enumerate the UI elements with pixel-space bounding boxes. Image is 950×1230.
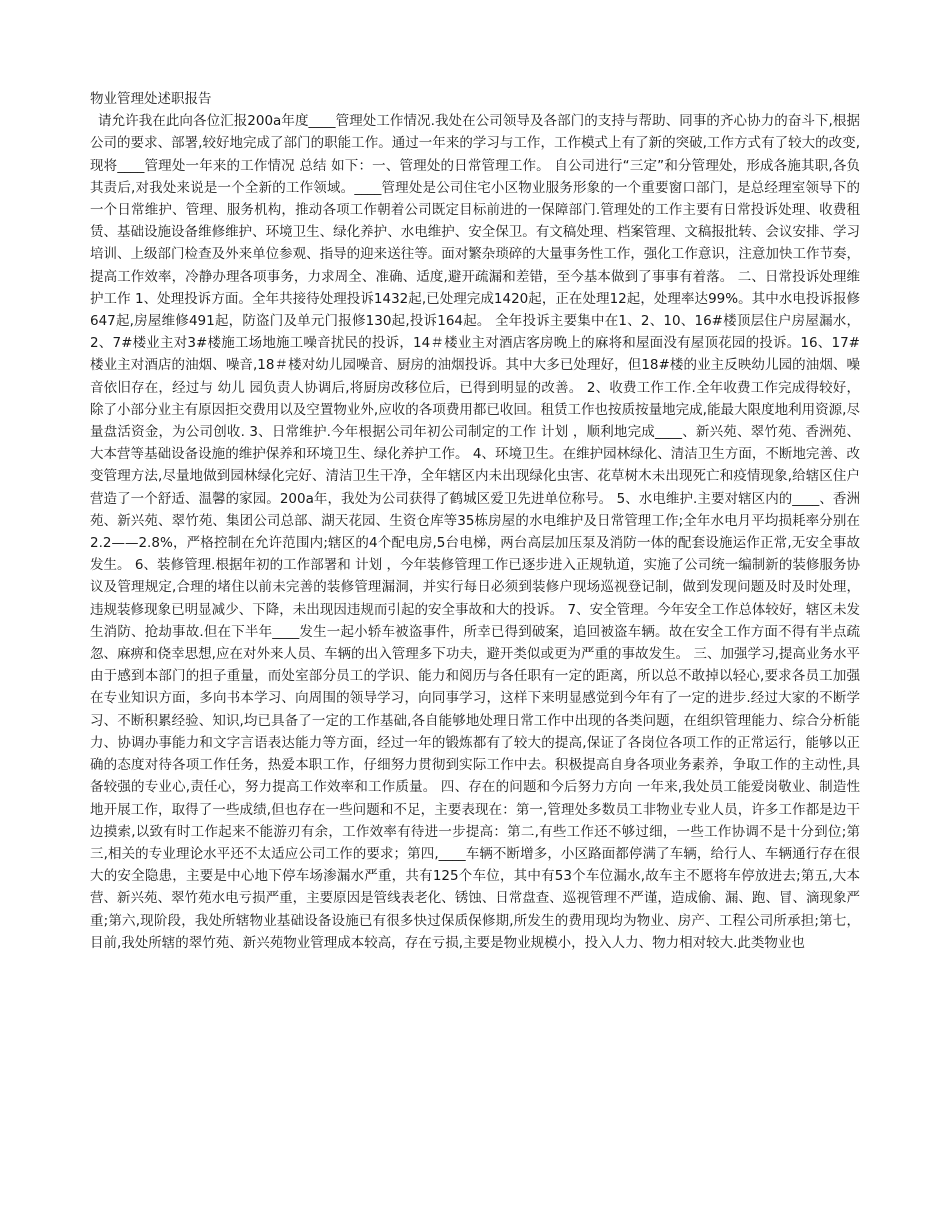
document-body-text: 请允许我在此向各位汇报200a年度____管理处工作情况.我处在公司领导及各部门的支持与帮助、同事的齐心协力的奋斗下,根据公司的要求、部署,较好地完成了部门的职能工作。通过一年来的学习与工作，工作模式上有了新的突破,工作方式有了较大的改变,现将____管理处一年来的工作情况 总结 如下：一、管理处的日常管理工作。 自公司进行“三定”和分管理处，形成各施其职,各负其责后,对我处来说是一个全新的工作领域。____管理处是公司住宅小区物业服务形象的一个重要窗口部门，是总经理室领导下的一个日常维护、管理、服务机构，推动各项工作朝着公司既定目标前进的一保障部门.管理处的工作主要有日常投诉处理、收费租赁、基础设施设备维修维护、环境卫生、绿化养护、水电维护、安全保卫。有文稿处理、档案管理、文稿报批转、会议安排、学习培训、上级部门检查及外来单位参观、指导的迎来送往等。面对繁杂琐碎的大量事务性工作，强化工作意识，注意加快工作节奏，提高工作效率，冷静办理各项事务，力求周全、准确、适度,避开疏漏和差错，至今基本做到了事事有着落。 二、日常投诉处理维护工作 1、处理投诉方面。全年共接待处理投诉1432起,已处理完成1420起，正在处理12起，处理率达99%。其中水电投诉报修647起,房屋维修491起，防盗门及单元门报修130起,投诉164起。 全年投诉主要集中在1、2、10、16#楼顶层住户房屋漏水，2、7#楼业主对3#楼施工场地施工噪音扰民的投诉，14＃楼业主对酒店客房晚上的麻将和屋面没有屋顶花园的投诉。16、17#楼业主对酒店的油烟、噪音,18＃楼对幼儿园噪音、厨房的油烟投诉。其中大多已处理好，但18#楼的业主反映幼儿园的油烟、噪音依旧存在，经过与 幼儿 园负责人协调后,将厨房改移位后，已得到明显的改善。 2、收费工作工作.全年收费工作完成得较好，除了小部分业主有原因拒交费用以及空置物业外,应收的各项费用都已收回。租赁工作也按质按量地完成,能最大限度地利用资源,尽量盘活资金，为公司创收. 3、日常维护.今年根据公司年初公司制定的工作 计划 ，顺利地完成____、新兴苑、翠竹苑、香洲苑、大本营等基础设备设施的维护保养和环境卫生、绿化养护工作。 4、环境卫生。在维护园林绿化、清洁卫生方面，不断地完善、改变管理方法,尽量地做到园林绿化完好、清洁卫生干净，全年辖区内未出现绿化虫害、花草树木未出现死亡和疫情现象,给辖区住户营造了一个舒适、温馨的家园。200a年，我处为公司获得了鹤城区爱卫先进单位称号。 5、水电维护.主要对辖区内的____、香洲苑、新兴苑、翠竹苑、集团公司总部、湖天花园、生资仓库等35栋房屋的水电维护及日常管理工作;全年水电月平均损耗率分别在2.2——2.8%，严格控制在允许范围内;辖区的4个配电房,5台电梯，两台高层加压泵及消防一体的配套设施运作正常,无安全事故发生。 6、装修管理.根据年初的工作部署和 计划 ，今年装修管理工作已逐步进入正规轨道，实施了公司统一编制新的装修服务协议及管理规定,合理的堵住以前未完善的装修管理漏洞，并实行每日必须到装修户现场巡视登记制，做到发现问题及时及时处理，违规装修现象已明显减少、下降，未出现因违规而引起的安全事故和大的投诉。 7、安全管理。今年安全工作总体较好，辖区未发生消防、抢劫事故.但在下半年____发生一起小轿车被盗事件，所幸已得到破案，追回被盗车辆。故在安全工作方面不得有半点疏忽、麻痹和侥幸思想,应在对外来人员、车辆的出入管理多下功夫，避开类似或更为严重的事故发生。 三、加强学习,提高业务水平 由于感到本部门的担子重量，而处室部分员工的学识、能力和阅历与各任职有一定的距离，所以总不敢掉以轻心,要求各员工加强在专业知识方面，多向书本学习、向周围的领导学习，向同事学习，这样下来明显感觉到今年有了一定的进步.经过大家的不断学习、不断积累经验、知识,均已具备了一定的工作基础,各自能够地处理日常工作中出现的各类问题，在组织管理能力、综合分析能力、协调办事能力和文字言语表达能力等方面，经过一年的锻炼都有了较大的提高,保证了各岗位各项工作的正常运行，能够以正确的态度对待各项工作任务，热爱本职工作，仔细努力贯彻到实际工作中去。积极提高自身各项业务素养，争取工作的主动性,具备较强的专业心,责任心，努力提高工作效率和工作质量。 四、存在的问题和今后努力方向 一年来,我处员工能爱岗敬业、制造性地开展工作，取得了一些成绩,但也存在一些问题和不足，主要表现在：第一,管理处多数员工非物业专业人员，许多工作都是边干边摸索,以致有时工作起来不能游刃有余，工作效率有待进一步提高：第二,有些工作还不够过细，一些工作协调不是十分到位;第三,相关的专业理论水平还不太适应公司工作的要求；第四,____车辆不断增多，小区路面都停满了车辆，给行人、车辆通行存在很大的安全隐患，主要是中心地下停车场渗漏水严重，共有125个车位，其中有53个车位漏水,故车主不愿将车停放进去;第五,大本营、新兴苑、翠竹苑水电亏损严重，主要原因是管线表老化、锈蚀、日常盘查、巡视管理不严谨，造成偷、漏、跑、冒、滴现象严重;第六,现阶段，我处所辖物业基础设备设施已有很多快过保质保修期,所发生的费用现均为物业、房产、工程公司所承担;第七，目前,我处所辖的翠竹苑、新兴苑物业管理成本较高，存在亏损,主要是物业规模小，投入人力、物力相对较大.此类物业也 bbox=[90, 113, 860, 951]
document-page bbox=[90, 88, 860, 954]
document-title: 物业管理处述职报告 bbox=[90, 91, 212, 107]
